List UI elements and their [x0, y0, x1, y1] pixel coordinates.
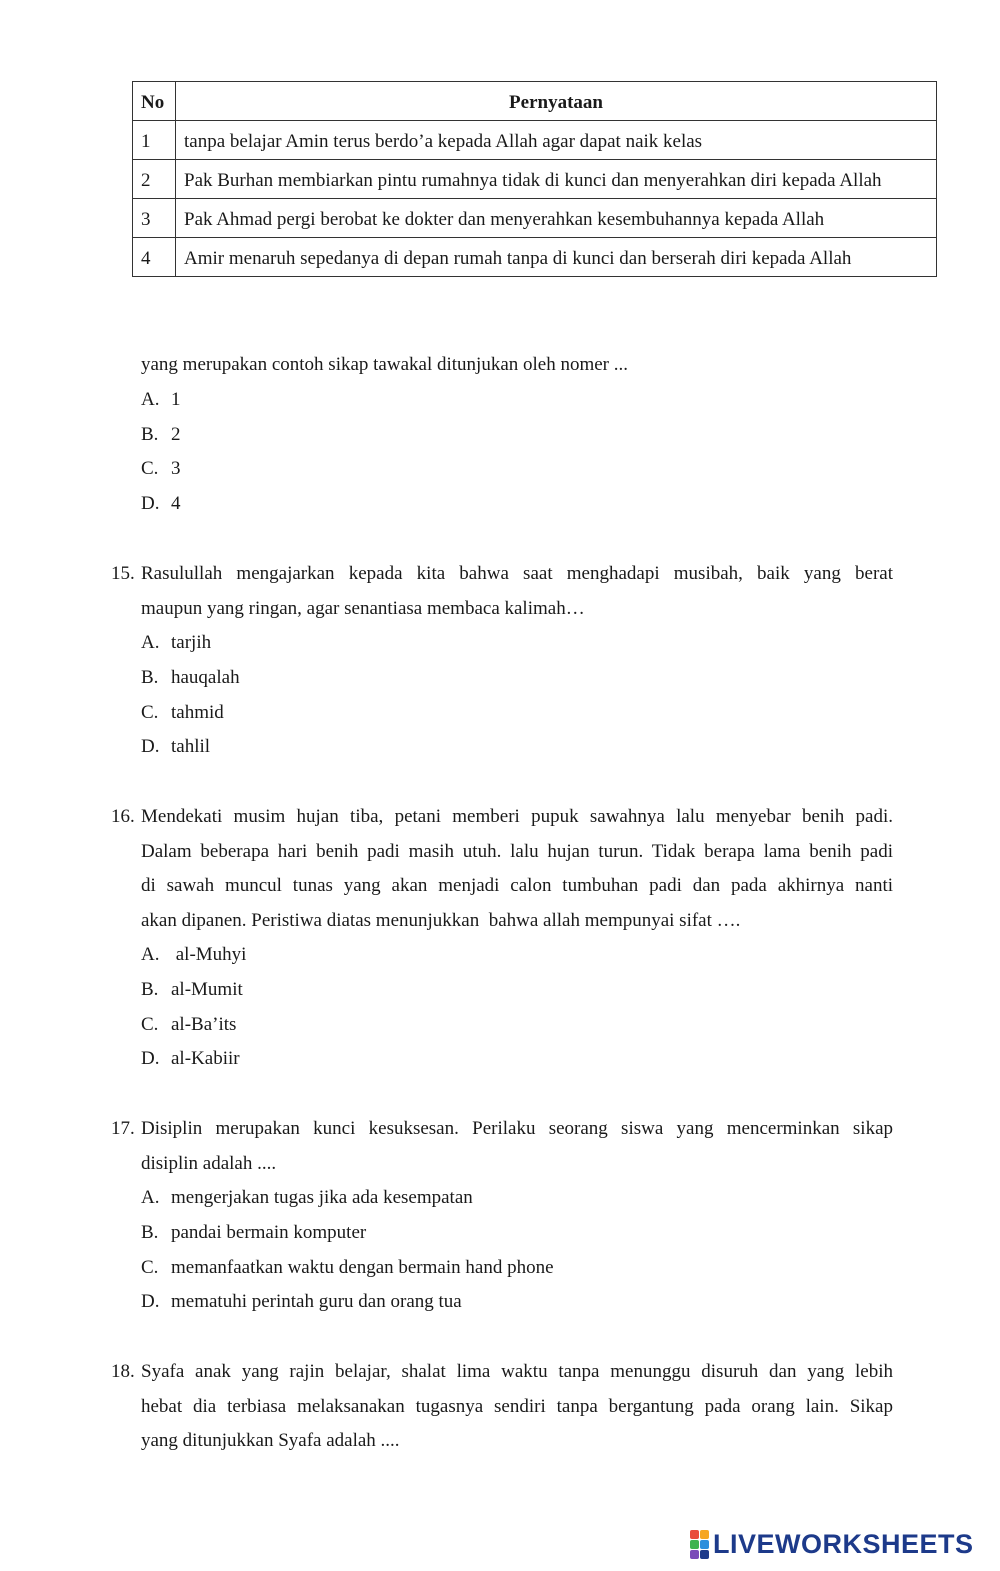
- q16-line: Dalam beberapa hari benih padi masih utuh. lalu hujan turun. Tidak berapa lama benih padi: [141, 841, 893, 862]
- row-number: 2: [133, 160, 176, 199]
- q15-option-b[interactable]: hauqalah: [171, 667, 240, 688]
- q15-option-d[interactable]: tahlil: [171, 736, 211, 757]
- header-no: No: [133, 82, 176, 121]
- q16-option-c-letter: C.: [141, 1014, 159, 1035]
- q15-option-d-letter: D.: [141, 736, 160, 757]
- q14-option-a[interactable]: 1: [171, 389, 181, 410]
- q14-question: yang merupakan contoh sikap tawakal ditunjukan oleh nomer ...: [141, 354, 629, 375]
- table-header-row: [133, 82, 937, 121]
- q16-line: akan dipanen. Peristiwa diatas menunjukkan bahwa allah mempunyai sifat ….: [141, 910, 741, 931]
- q16-option-b-letter: B.: [141, 979, 159, 1000]
- q17-number: 17.: [111, 1118, 135, 1139]
- row-number: 3: [133, 199, 176, 238]
- q18-line: yang ditunjukkan Syafa adalah ....: [141, 1430, 400, 1451]
- q15-option-c[interactable]: tahmid: [171, 702, 224, 723]
- q17-line: disiplin adalah ....: [141, 1153, 277, 1174]
- q18-line: Syafa anak yang rajin belajar, shalat lima waktu tanpa menunggu disuruh dan yang lebih: [141, 1361, 893, 1382]
- row-statement: Pak Ahmad pergi berobat ke dokter dan menyerahkan kesembuhannya kepada Allah: [176, 199, 937, 238]
- statement-table: [132, 81, 937, 277]
- q16-option-a-letter: A.: [141, 944, 160, 965]
- q14-option-d-letter: D.: [141, 493, 160, 514]
- q16-option-d[interactable]: al-Kabiir: [171, 1048, 240, 1069]
- row-number: 1: [133, 121, 176, 160]
- q17-option-b[interactable]: pandai bermain komputer: [171, 1222, 367, 1243]
- row-statement: Pak Burhan membiarkan pintu rumahnya tidak di kunci dan menyerahkan diri kepada Allah: [176, 160, 937, 199]
- q17-line: Disiplin merupakan kunci kesuksesan. Perilaku seorang siswa yang mencerminkan sikap: [141, 1118, 893, 1139]
- q14-option-c[interactable]: 3: [171, 458, 181, 479]
- q17-option-d[interactable]: mematuhi perintah guru dan orang tua: [171, 1291, 462, 1312]
- q15-option-c-letter: C.: [141, 702, 159, 723]
- q14-option-d[interactable]: 4: [171, 493, 181, 514]
- q16-option-d-letter: D.: [141, 1048, 160, 1069]
- row-number: 4: [133, 238, 176, 277]
- q17-option-a[interactable]: mengerjakan tugas jika ada kesempatan: [171, 1187, 473, 1208]
- q17-option-c[interactable]: memanfaatkan waktu dengan bermain hand phone: [171, 1257, 554, 1278]
- q16-line: Mendekati musim hujan tiba, petani memberi pupuk sawahnya lalu menyebar benih padi.: [141, 806, 893, 827]
- q16-option-a[interactable]: al-Muhyi: [171, 944, 247, 965]
- table-row: [133, 121, 937, 160]
- q18-line: hebat dia terbiasa melaksanakan tugasnya sendiri tanpa bergantung pada orang lain. Sikap: [141, 1396, 893, 1417]
- q18-number: 18.: [111, 1361, 135, 1382]
- q16-line: di sawah muncul tunas yang akan menjadi calon tumbuhan padi dan pada akhirnya nanti: [141, 875, 893, 896]
- table-row: [133, 199, 937, 238]
- logo-text: LIVEWORKSHEETS: [713, 1528, 974, 1559]
- q15-option-a[interactable]: tarjih: [171, 632, 212, 653]
- q16-number: 16.: [111, 806, 135, 827]
- q17-option-a-letter: A.: [141, 1187, 160, 1208]
- q14-option-c-letter: C.: [141, 458, 159, 479]
- liveworksheets-logo[interactable]: [690, 1528, 974, 1560]
- q15-line: maupun yang ringan, agar senantiasa membaca kalimah…: [141, 598, 585, 619]
- header-statement: Pernyataan: [176, 82, 937, 121]
- q15-option-a-letter: A.: [141, 632, 160, 653]
- table-row: [133, 160, 937, 199]
- q16-option-c[interactable]: al-Ba’its: [171, 1014, 237, 1035]
- table-row: [133, 238, 937, 277]
- q14-option-b-letter: B.: [141, 424, 159, 445]
- q15-number: 15.: [111, 563, 135, 584]
- q14-option-b[interactable]: 2: [171, 424, 181, 445]
- q15-line: Rasulullah mengajarkan kepada kita bahwa saat menghadapi musibah, baik yang berat: [141, 563, 893, 584]
- row-statement: tanpa belajar Amin terus berdo’a kepada Allah agar dapat naik kelas: [176, 121, 937, 160]
- q15-option-b-letter: B.: [141, 667, 159, 688]
- logo-grid-icon: [690, 1530, 709, 1559]
- q17-option-d-letter: D.: [141, 1291, 160, 1312]
- q17-option-c-letter: C.: [141, 1257, 159, 1278]
- q14-option-a-letter: A.: [141, 389, 160, 410]
- q16-option-b[interactable]: al-Mumit: [171, 979, 243, 1000]
- row-statement: Amir menaruh sepedanya di depan rumah tanpa di kunci dan berserah diri kepada Allah: [176, 238, 937, 277]
- q17-option-b-letter: B.: [141, 1222, 159, 1243]
